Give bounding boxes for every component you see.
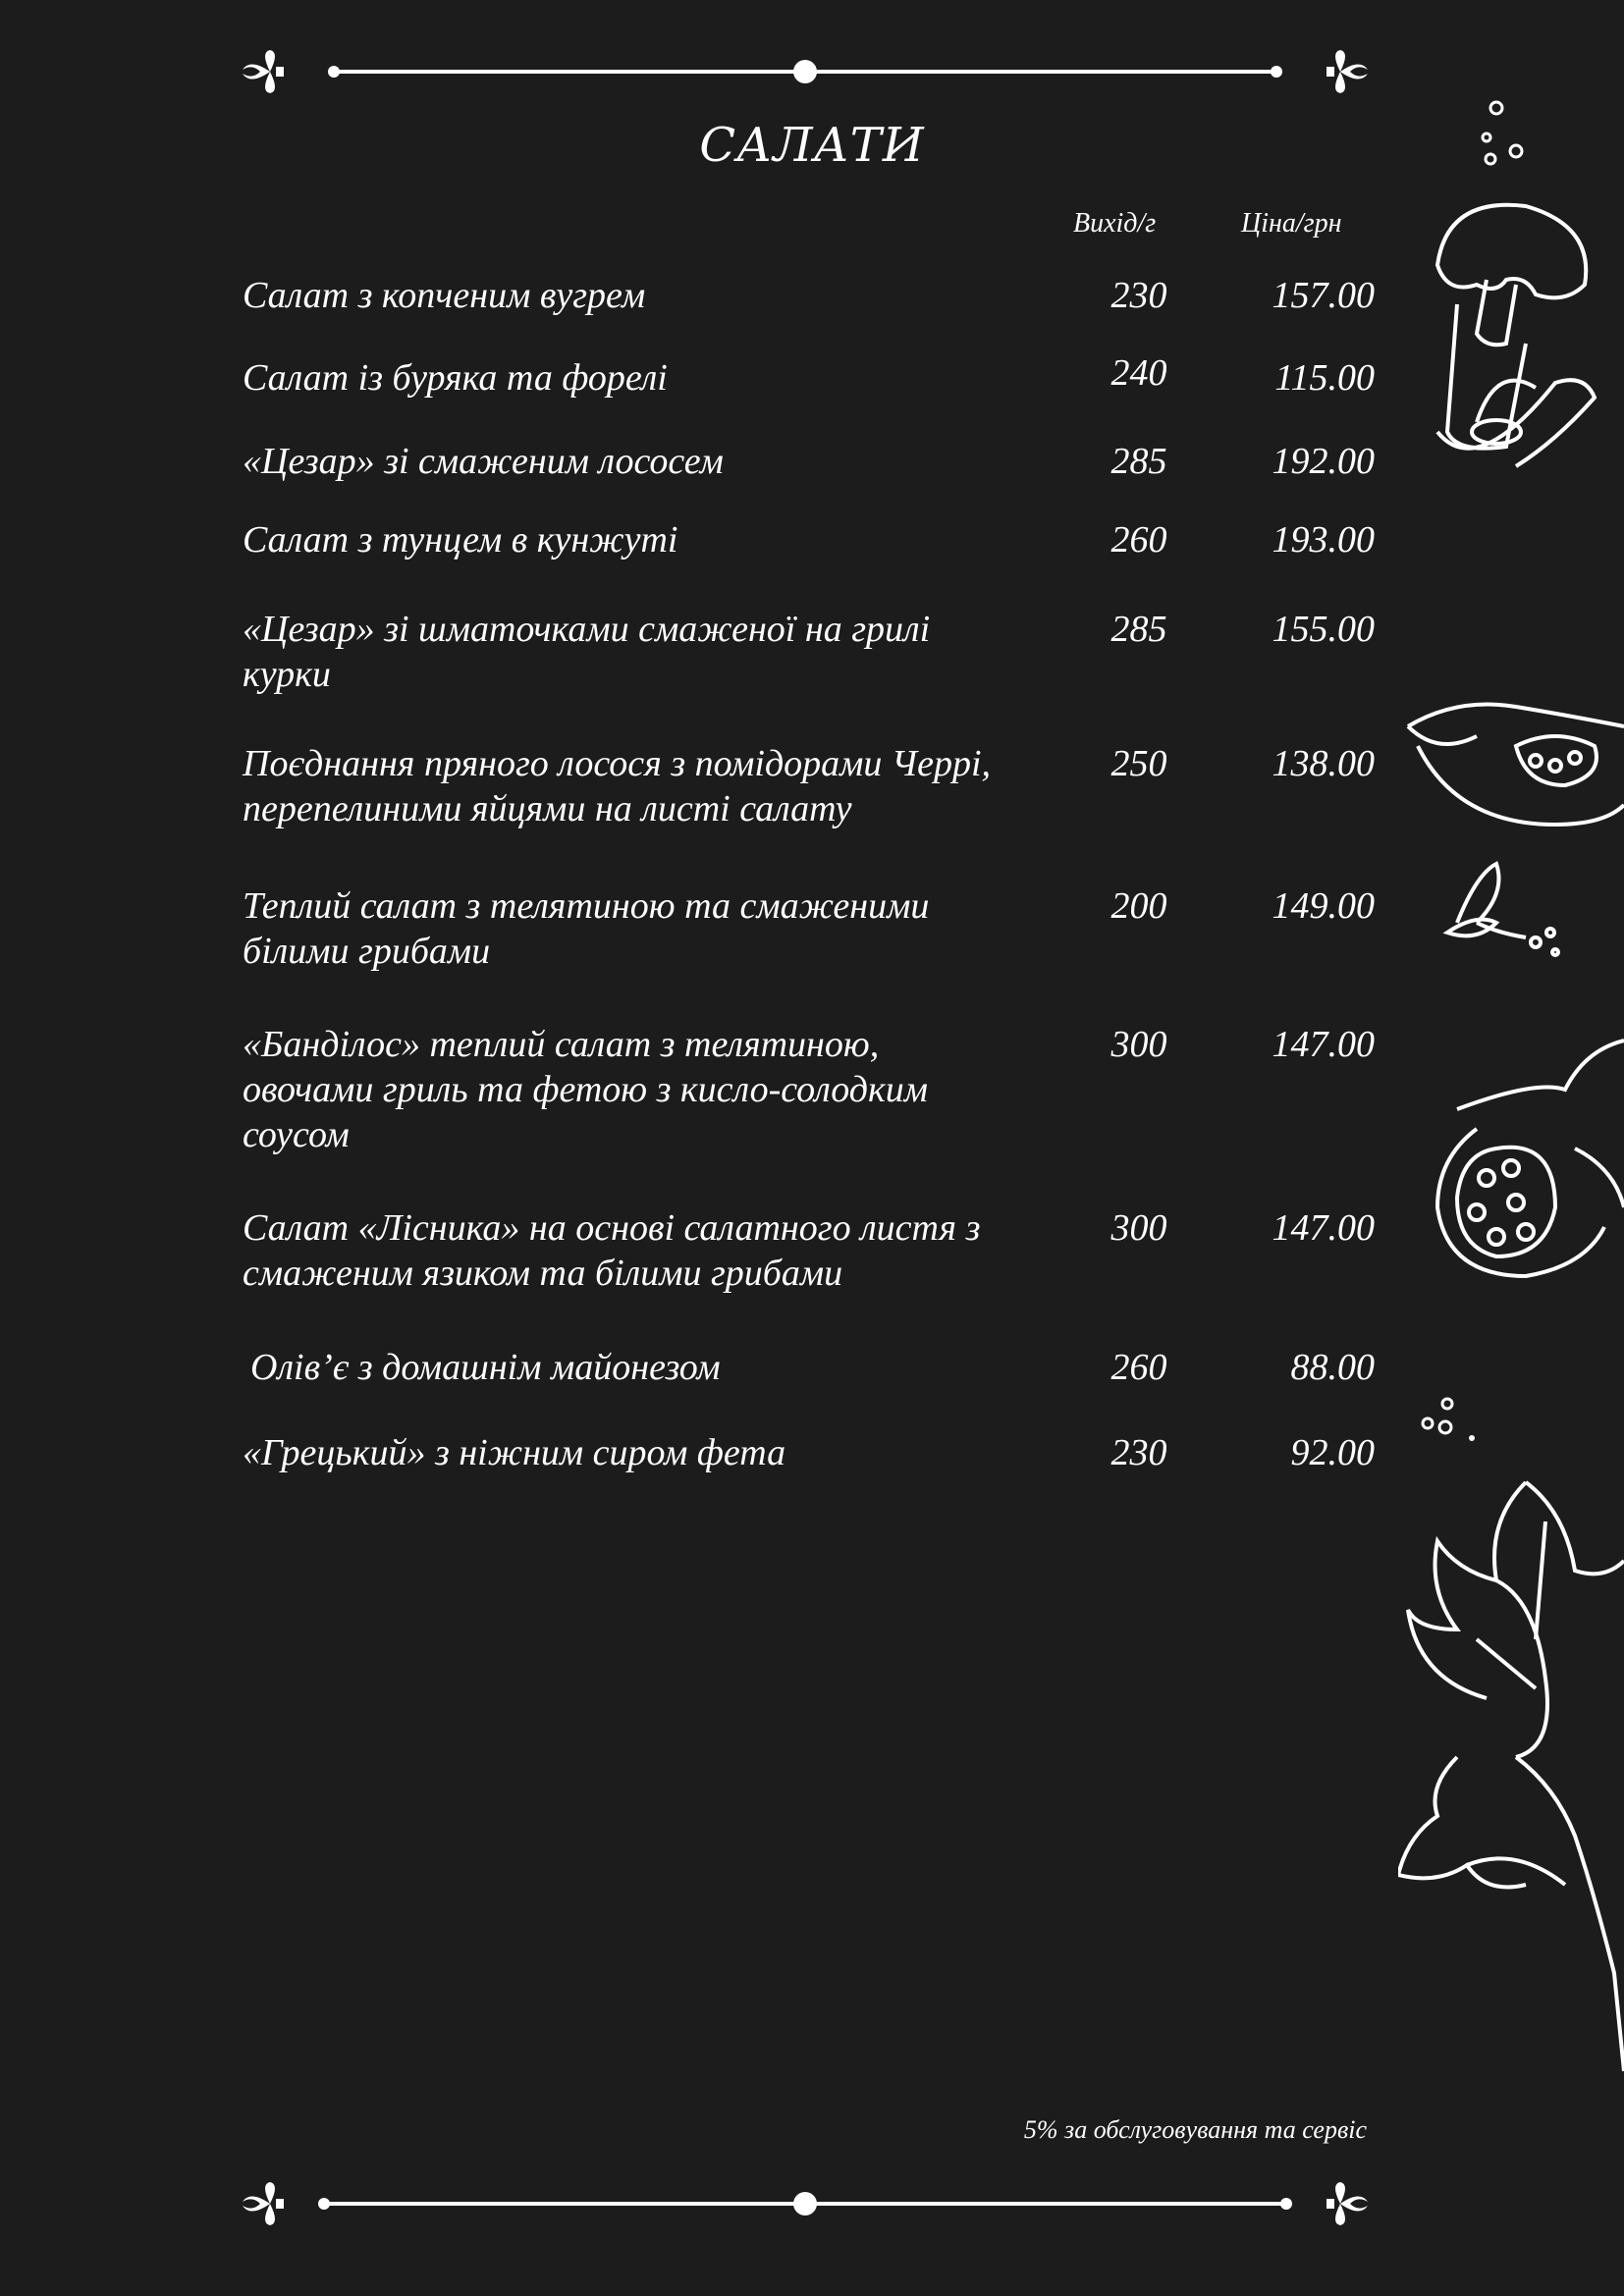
item-price: 92.00 <box>1290 1432 1375 1473</box>
item-weight: 300 <box>1110 1024 1167 1065</box>
item-name: Салат «Лісника» на основі салатного листя з смаженим язиком та білими грибами <box>243 1207 981 1294</box>
fleur-de-lis-icon <box>243 50 284 93</box>
weight-column-header: Вихід/г <box>1073 208 1157 239</box>
item-name: Поєднання пряного лосося з помідорами Черрі, перепелиними яйцями на листі салату <box>243 743 992 829</box>
item-price: 115.00 <box>1274 357 1375 399</box>
item-name: Салат з копченим вугрем <box>243 275 646 316</box>
item-weight: 285 <box>1110 441 1167 482</box>
bottom-ornament-divider <box>241 2179 1370 2228</box>
item-price: 88.00 <box>1290 1347 1375 1388</box>
service-charge-note: 5% за обслуговування та сервіс <box>1023 2115 1367 2144</box>
item-weight: 230 <box>1110 1432 1167 1473</box>
item-price: 147.00 <box>1272 1024 1375 1065</box>
item-name: «Банділос» теплий салат з телятиною, овочами гриль та фетою з кисло-солодким соусом <box>243 1024 928 1155</box>
tomato-slice-icon <box>1398 687 1624 844</box>
mushroom-icon <box>1418 187 1614 481</box>
item-name: «Грецький» з ніжним сиром фета <box>243 1432 786 1473</box>
item-weight: 240 <box>1110 352 1167 394</box>
item-name: «Цезар» зі смаженим лососем <box>243 441 724 482</box>
item-price: 155.00 <box>1272 609 1375 650</box>
item-weight: 300 <box>1110 1207 1167 1249</box>
item-weight: 200 <box>1110 885 1167 927</box>
bubbles-icon <box>1418 1384 1487 1443</box>
bubbles-icon <box>1477 88 1536 167</box>
parsley-icon <box>1398 1463 1624 2071</box>
item-weight: 285 <box>1110 609 1167 650</box>
item-weight: 260 <box>1110 1347 1167 1388</box>
section-title: САЛАТИ <box>699 118 925 173</box>
item-price: 147.00 <box>1272 1207 1375 1249</box>
item-price: 138.00 <box>1272 743 1375 784</box>
food-illustrations <box>1398 88 1624 2071</box>
tomato-icon <box>1418 1031 1624 1296</box>
item-price: 192.00 <box>1272 441 1375 482</box>
item-price: 157.00 <box>1272 275 1375 316</box>
item-weight: 230 <box>1110 275 1167 316</box>
fleur-de-lis-icon <box>243 2182 284 2225</box>
item-name: Теплий салат з телятиною та смаженими білими грибами <box>243 885 930 972</box>
item-price: 193.00 <box>1272 519 1375 561</box>
top-ornament-divider <box>241 47 1370 96</box>
price-column-header: Ціна/грн <box>1241 208 1342 239</box>
item-name: «Цезар» зі шматочками смаженої на грилі курки <box>243 609 931 695</box>
item-weight: 260 <box>1110 519 1167 561</box>
item-name: Салат із буряка та форелі <box>243 357 668 399</box>
item-weight: 250 <box>1110 743 1167 784</box>
herb-sprig-icon <box>1437 854 1575 972</box>
item-name: Олів’є з домашнім майонезом <box>250 1347 721 1388</box>
item-price: 149.00 <box>1272 885 1375 927</box>
item-name: Салат з тунцем в кунжуті <box>243 519 678 561</box>
